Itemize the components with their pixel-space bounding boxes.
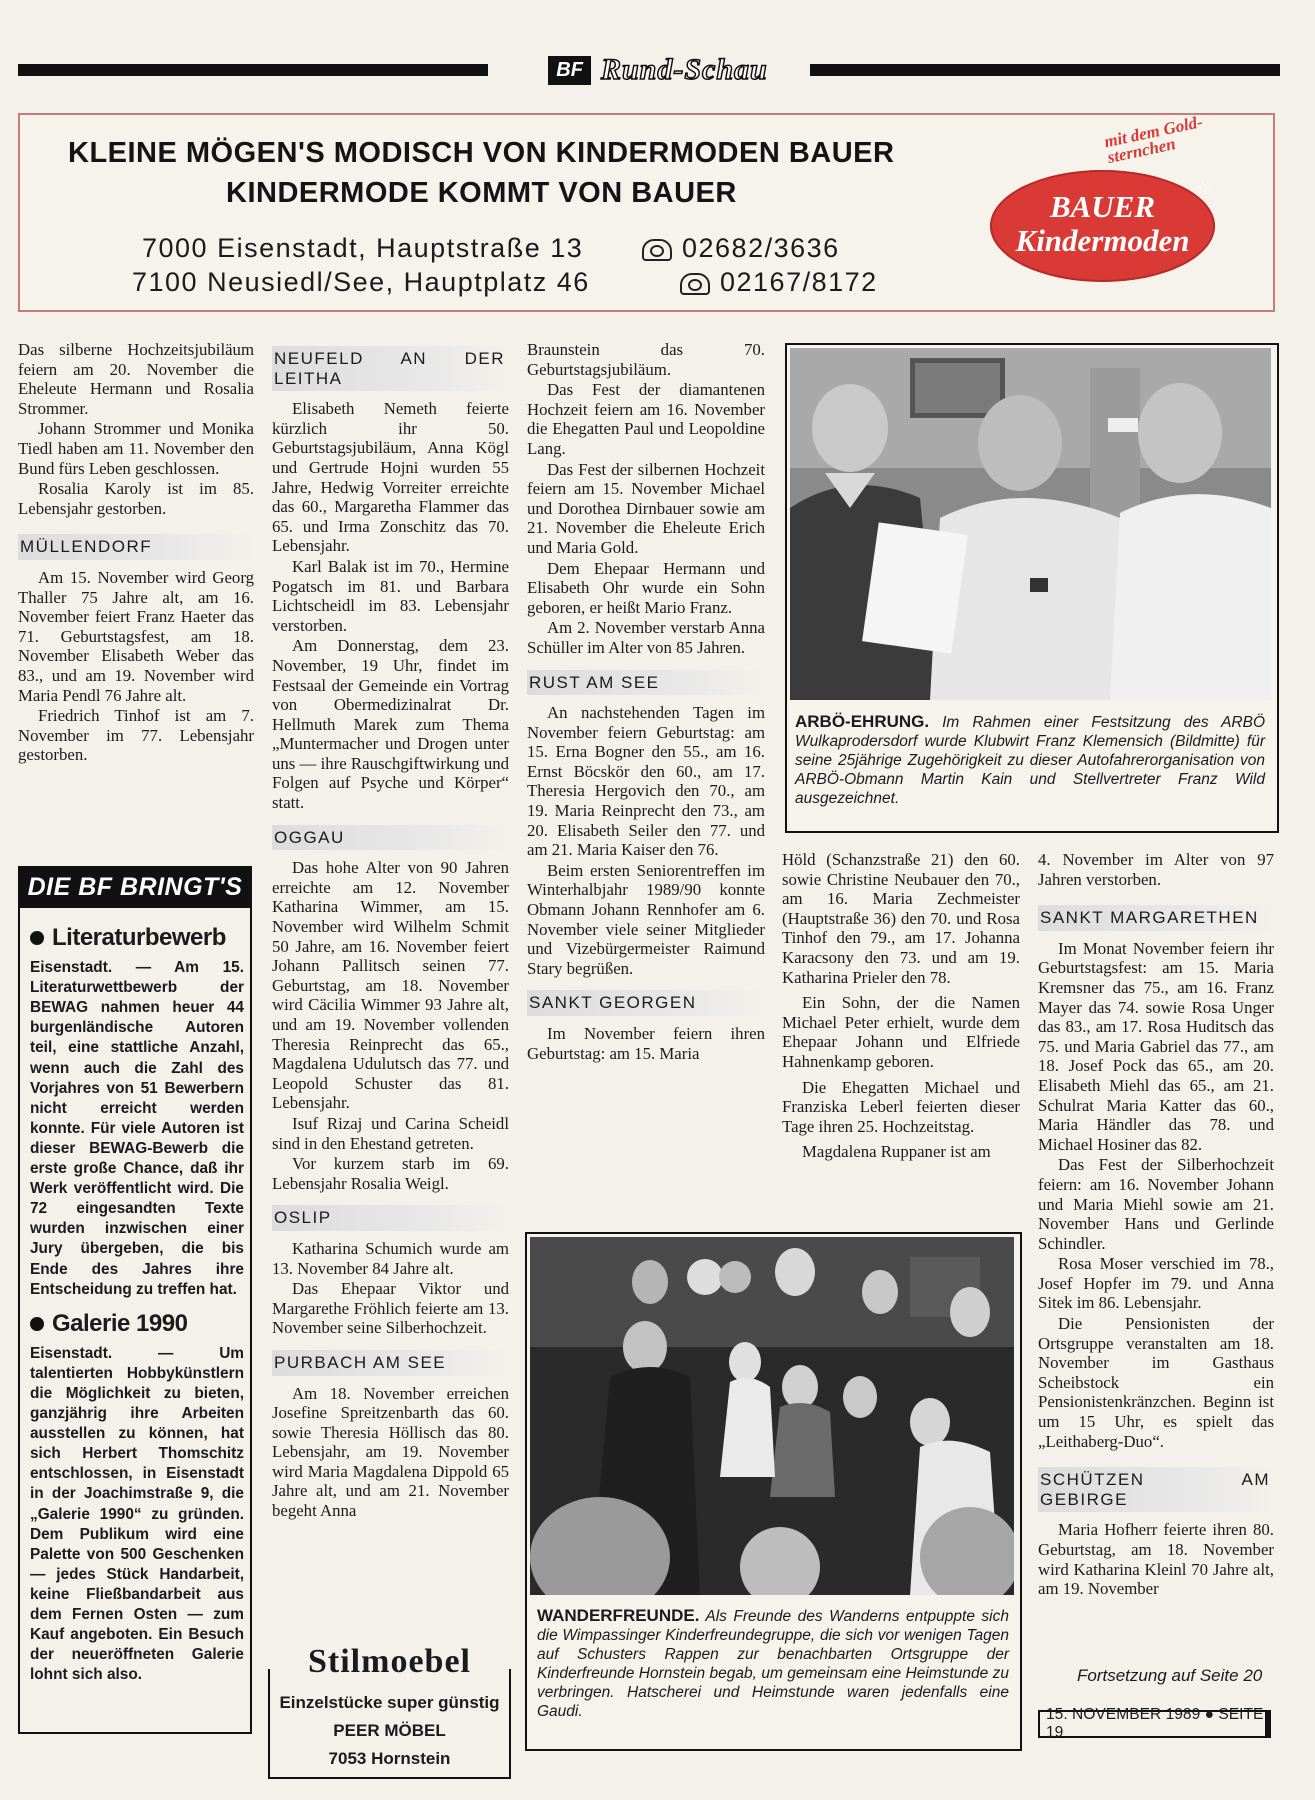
- caption-text: Als Freunde des Wanderns entpuppte sich die Wimpassinger Kinderfreundegruppe, die sich vor wenigen Tagen auf Schusters Rappen zur benachbarten Ortsgruppe der Kinderfreunde Hornstein begab, um gemeinsam eine Heimstunde zu verbringen. Hatscherei und Heimstunde waren jedenfalls eine Gaudi.: [537, 1608, 1009, 1720]
- paragraph: Rosalia Karoly ist im 85. Lebensjahr gestorben.: [18, 479, 254, 518]
- date-page-footer: 15. NOVEMBER 1989 ● SEITE 19: [1038, 1710, 1271, 1738]
- ad-phone-2: 02167/8172: [680, 267, 878, 298]
- star-icon: ☆: [1195, 178, 1212, 198]
- ad-address-2: 7100 Neusiedl/See, Hauptplatz 46: [132, 267, 590, 297]
- header-rule-right: [810, 64, 1280, 76]
- paragraph: 4. November im Alter von 97 Jahren verstorben.: [1038, 850, 1274, 889]
- caption-title: WANDERFREUNDE.: [537, 1606, 700, 1625]
- paragraph: Das Fest der Silberhochzeit feiern: am 16. November Johann und Maria Miehl sowie am 21. November Hans und Gerlinde Schindler.: [1038, 1155, 1274, 1253]
- paragraph: Am 18. November erreichen Josefine Spreitzenbarth das 60. sowie Theresia Höllisch das 80. Lebensjahr, am 19. November wird Maria Magdalena Dippold 65 Jahre alt, und am 21. November begeht Anna: [272, 1383, 509, 1521]
- paragraph: Eisenstadt. — Am 15. Literaturwettbewerb der BEWAG nahmen heuer 44 burgenländische Autoren teil, eine stattliche Anzahl, wenn auch die Zahl des Vorjahres von 51 Bewerbern nicht erreicht werden konnte. Für viele Autoren ist dieser BEWAG-Bewerb die erste große Chance, daß ihr Werk veröffentlicht wird. Die 72 eingesandten Texte wurden inzwischen einer Jury übergeben, die bis Ende des Jahres ihre Entscheidung zu treffen hat.: [30, 959, 244, 1298]
- column-1: [18, 340, 254, 765]
- paragraph: Maria Hofherr feierte ihren 80. Geburtstag, am 18. November wird Katharina Kleinl 70 Jahre alt, am 19. November: [1038, 1520, 1274, 1599]
- column-2: [272, 346, 509, 1521]
- ad-line: PEER MÖBEL: [333, 1721, 446, 1740]
- paragraph: Eisenstadt. — Um talentierten Hobbykünstlern die Möglichkeit zu bieten, ganzjährig ihre Arbeiten ausstellen zu können, hat sich Herbert Thomschitz entschlossen, in Eisenstadt in der Joachimstraße 9, die „Galerie 1990“ zu gründen. Dem Publikum wird eine Palette von 500 Geschenken — jedes Stück Handarbeit, keine Fließbandarbeit aus dem Fernen Osten — zum Kauf angeboten. Ein Besuch der neueröffneten Galerie lohnt sich also.: [30, 1344, 244, 1684]
- ad-address-1: 7000 Eisenstadt, Hauptstraße 13: [142, 233, 584, 263]
- paragraph: Das hohe Alter von 90 Jahren erreichte am 12. November Katharina Wimmer, am 15. November wird Wilhelm Schmit 50 Jahre, am 16. November feiert Johann Pallitsch seinen 77. Geburtstag, am 18. November wird Cäcilia Wimmer 93 Jahre alt, und am 19. November vollenden Theresia Reinprecht das 65., Magdalena Udulutsch das 77. und Leopold Schuster das 81. Lebensjahr.: [272, 858, 509, 1113]
- paragraph: Braunstein das 70. Geburtstagsjubiläum.: [527, 340, 765, 379]
- bf-logo: BF: [548, 56, 591, 85]
- subheading: Galerie 1990: [30, 1314, 244, 1334]
- arboe-photo-image: [790, 348, 1271, 700]
- continued-note: Fortsetzung auf Seite 20: [1077, 1666, 1263, 1685]
- paragraph: Die Pensionisten der Ortsgruppe veranstalten am 18. November im Gasthaus Scheibstock ein Pensionistenkränzchen. Beginn ist um 15 Uhr, es spielt das „Leithaberg-Duo“.: [1038, 1314, 1274, 1451]
- paragraph: Am 2. November verstarb Anna Schüller im Alter von 85 Jahren.: [527, 618, 765, 657]
- section-heading: OSLIP: [272, 1205, 509, 1231]
- section-heading: SANKT GEORGEN: [527, 990, 765, 1016]
- ad-headline-2: KINDERMODE KOMMT VON BAUER: [226, 177, 737, 209]
- wanderfreunde-photo-image: [530, 1237, 1014, 1595]
- section-heading: RUST AM SEE: [527, 670, 765, 696]
- paragraph: Magdalena Ruppaner ist am: [802, 1142, 991, 1162]
- ad-line: Einzelstücke super günstig: [279, 1693, 500, 1712]
- caption-title: ARBÖ-EHRUNG.: [795, 712, 930, 731]
- bf-bringts-body: [30, 920, 244, 1685]
- section-heading: MÜLLENDORF: [18, 534, 254, 560]
- section-heading: NEUFELD AN DER LEITHA: [272, 346, 509, 391]
- paragraph: Am Donnerstag, dem 23. November, 19 Uhr, findet im Festsaal der Gemeinde ein Vortrag von Obermedizinalrat Dr. Hellmuth Marek zum Thema „Muntermacher und Drogen unter uns — ihre Rauschgiftwirkung und Folgen auf Psyche und Körper“ statt.: [272, 636, 509, 813]
- bf-bringts-title: DIE BF BRINGT'S: [18, 866, 252, 908]
- paragraph: Karl Balak ist im 70., Hermine Pogatsch im 81. und Barbara Lichtscheidl im 83. Lebensjahr verstorben.: [272, 556, 509, 635]
- header-rule-left: [18, 64, 488, 76]
- subheading: Literaturbewerb: [30, 928, 244, 948]
- stilmoebel-ad: [268, 1643, 511, 1783]
- section-logo: [508, 52, 808, 88]
- paragraph: Friedrich Tinhof ist am 7. November im 77. Lebensjahr gestorben.: [18, 706, 254, 765]
- paragraph: Das Fest der silbernen Hochzeit feiern am 15. November Michael und Dorothea Dirnbauer sowie am 21. November die Eheleute Erich und Maria Gold.: [527, 459, 765, 557]
- ad-headline-1: KLEINE MÖGEN'S MODISCH VON KINDERMODEN BAUER: [68, 137, 895, 169]
- bullet-icon: [30, 1317, 44, 1331]
- paragraph: Johann Strommer und Monika Tiedl haben am 11. November den Bund fürs Leben geschlossen.: [18, 419, 254, 478]
- paragraph: Dem Ehepaar Hermann und Elisabeth Ohr wurde ein Sohn geboren, er heißt Mario Franz.: [527, 558, 765, 617]
- section-heading: OGGAU: [272, 825, 509, 851]
- section-heading: PURBACH AM SEE: [272, 1350, 509, 1376]
- paragraph: Das Fest der diamantenen Hochzeit feiern am 16. November die Ehegatten Paul und Leopoldine Lang.: [527, 380, 765, 458]
- ad-tagline: mit dem Gold-sternchen: [1102, 112, 1205, 168]
- phone-icon: [642, 239, 672, 261]
- paragraph: Das Ehepaar Viktor und Margarethe Fröhlich feierte am 13. November seine Silberhochzeit.: [272, 1279, 509, 1338]
- paragraph: Am 15. November wird Georg Thaller 75 Jahre alt, am 16. November feiert Franz Haeter das 71. Geburtstagsfest, am 18. November Elisabeth Weber das 83., und am 19. November wird Maria Pendl 76 Jahre alt.: [18, 567, 254, 705]
- phone-icon: [680, 273, 710, 295]
- section-heading: SANKT MARGARETHEN: [1038, 905, 1274, 931]
- section-heading: SCHÜTZEN AM GEBIRGE: [1038, 1467, 1274, 1512]
- bauer-kindermoden-logo: BAUER Kindermoden: [990, 170, 1215, 282]
- paragraph: Vor kurzem starb im 69. Lebensjahr Rosalia Weigl.: [272, 1154, 509, 1193]
- rundschau-logo: Rund-Schau: [600, 53, 768, 86]
- paragraph: Im November feiern ihren Geburtstag: am 15. Maria: [527, 1024, 765, 1063]
- paragraph: Katharina Schumich wurde am 13. November 84 Jahre alt.: [272, 1238, 509, 1278]
- paragraph: Die Ehegatten Michael und Franziska Leberl feierten dieser Tage ihren 25. Hochzeitstag.: [782, 1077, 1020, 1136]
- wanderfreunde-photo: [530, 1237, 1014, 1595]
- paragraph: Das silberne Hochzeitsjubiläum feiern am 20. November die Eheleute Hermann und Rosalia Strommer.: [18, 340, 254, 418]
- paragraph: Beim ersten Seniorentreffen im Winterhalbjahr 1989/90 konnte Obmann Johann Rennhofer am 6. November viele seiner Mitglieder und Vizebürgermeister Raimund Stary begrüßen.: [527, 860, 765, 978]
- column-3: [527, 340, 765, 1063]
- paragraph: An nachstehenden Tagen im November feiern Geburtstag: am 15. Erna Bogner den 55., am 16. Ernst Böcskör den 60., am 17. Theresia Hergovich den 70., am 19. Maria Reinprecht den 73., am 20. Elisabeth Seiler den 77. und am 21. Maria Kaiser den 76.: [527, 703, 765, 860]
- column-4: [782, 850, 1020, 1162]
- caption-text: Im Rahmen einer Festsitzung des ARBÖ Wulkaprodersdorf wurde Klubwirt Franz Klemensich (Bildmitte) für seine 25jährige Zugehörigkeit zu dieser Autofahrerorganisation von ARBÖ-Obmann Martin Kain und Stellvertreter Franz Wild ausgezeichnet.: [795, 714, 1266, 807]
- paragraph: Ein Sohn, der die Namen Michael Peter erhielt, wurde dem Ehepaar Johann und Elfriede Hahnenkamp geboren.: [782, 993, 1020, 1071]
- ad-line: 7053 Hornstein: [328, 1749, 451, 1768]
- paragraph: Im Monat November feiern ihr Geburtstagsfest: am 15. Maria Kremsner das 75., am 16. Franz Mayer das 74. sowie Rosa Unger das 83., am 17. Rosa Huditsch das 75. und Maria Gabriel das 77., am 18. Josef Pock das 65., am 20. Elisabeth Miehl das 65., am 21. Schulrat Maria Katter das 60., Maria Händler das 78. und Michael Hosiner das 82.: [1038, 938, 1274, 1154]
- stilmoebel-title: Stilmoebel: [288, 1643, 491, 1681]
- bf-bringts-box: [18, 866, 252, 1734]
- wanderfreunde-caption: [537, 1606, 1009, 1721]
- arboe-photo: [790, 348, 1271, 700]
- arboe-caption: [795, 712, 1265, 808]
- paragraph: Höld (Schanzstraße 21) den 60. sowie Christine Neubauer den 70., am 16. Maria Zechmeister (Hauptstraße 36) den 70. und Rosa Tinhof den 79., am 17. Johanna Karacsony den 73. und am 19. Katharina Prieler den 78.: [782, 850, 1020, 987]
- paragraph: Isuf Rizaj und Carina Scheidl sind in den Ehestand getreten.: [272, 1113, 509, 1153]
- paragraph: Rosa Moser verschied im 78., Josef Hopfer im 79. und Anna Sitek im 86. Lebensjahr.: [1038, 1254, 1274, 1313]
- column-5: [1038, 850, 1274, 1599]
- paragraph: Elisabeth Nemeth feierte kürzlich ihr 50. Geburtstagsjubiläum, Anna Kögl und Gertrude Hojni wurden 55 Jahre, Hedwig Vorreiter erreichte das 60., Margaretha Flammer das 65. und Irma Zonschitz das 70. Lebensjahr.: [272, 399, 509, 556]
- bullet-icon: [30, 931, 44, 945]
- ad-phone-1: 02682/3636: [642, 233, 840, 264]
